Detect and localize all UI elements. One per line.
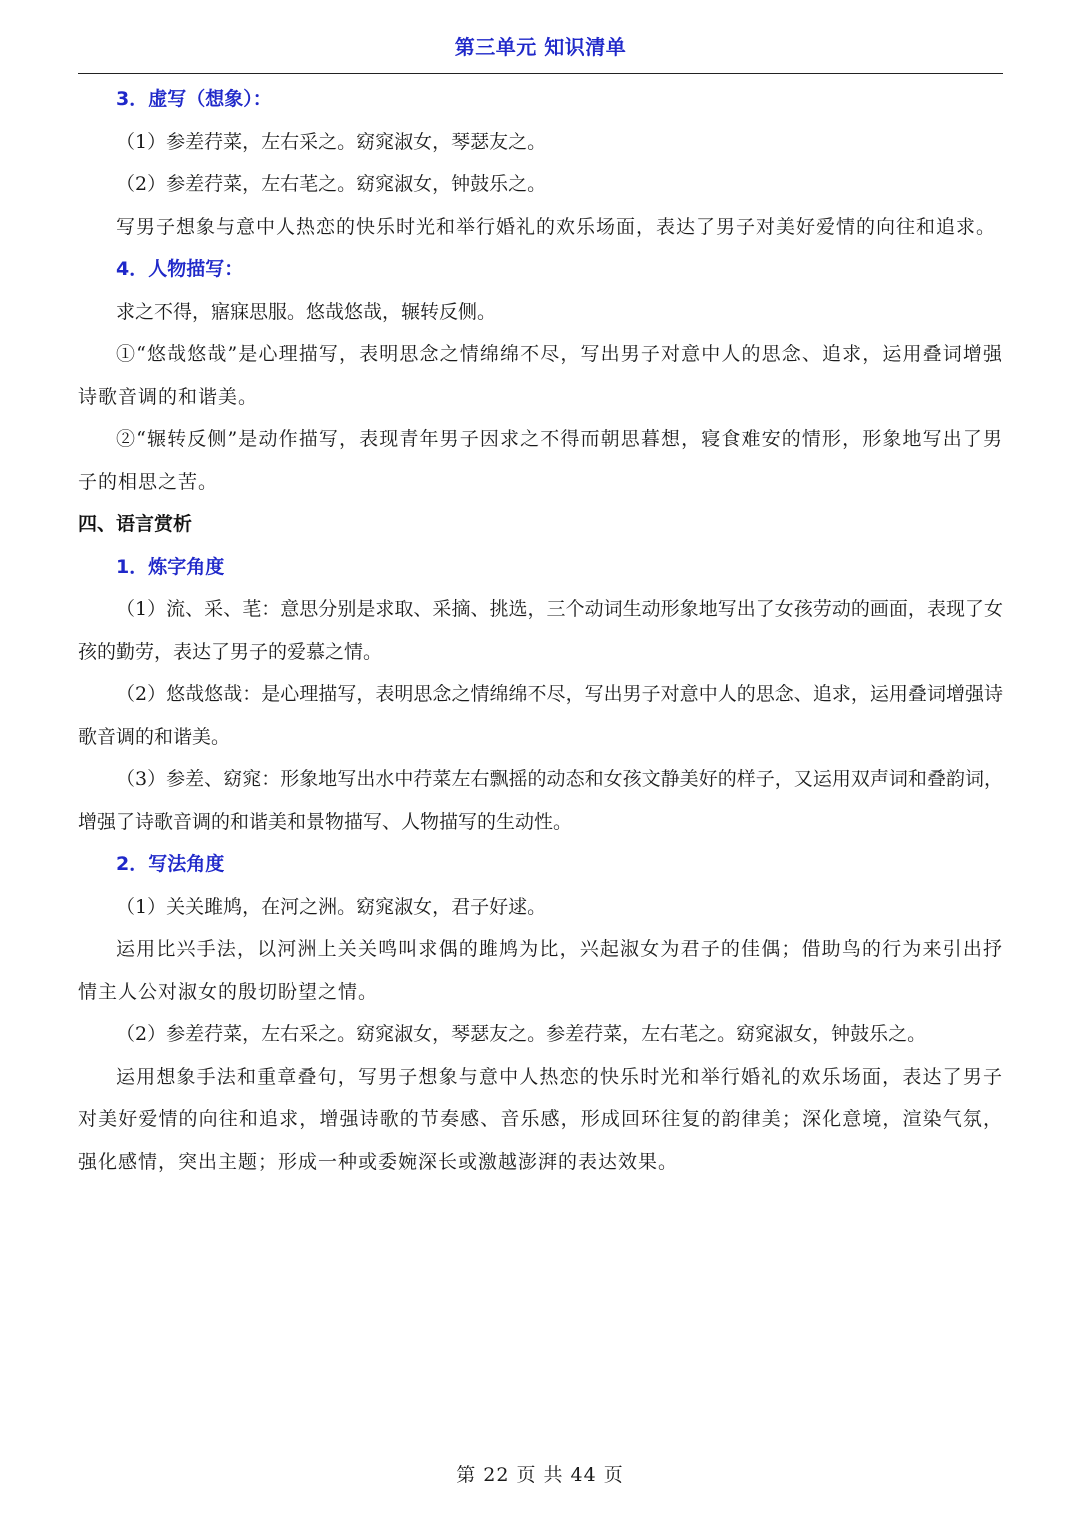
page-number: 第 22 页 共 44 页 bbox=[456, 1464, 624, 1486]
unit-title: 第三单元 知识清单 bbox=[454, 35, 627, 59]
analysis-point: ①“悠哉悠哉”是心理描写，表明思念之情绵绵不尽，写出男子对意中人的思念、追求，运用叠词增强诗歌音调的和谐美。 bbox=[78, 343, 1003, 408]
analysis-paragraph: 写男子想象与意中人热恋的快乐时光和举行婚礼的欢乐场面，表达了男子对美好爱情的向往和追求。 bbox=[116, 215, 997, 238]
page-header bbox=[78, 0, 1003, 74]
section-heading-imagined-writing: 3．虚写（想象）： bbox=[116, 88, 272, 110]
document-body bbox=[78, 78, 1003, 1183]
technique-item: （2）参差荇菜，左右采之。窈窕淑女，琴瑟友之。参差荇菜，左右芼之。窈窕淑女，钟鼓乐之。 bbox=[116, 1023, 927, 1045]
technique-analysis: 运用比兴手法，以河洲上关关鸣叫求偶的雎鸠为比，兴起淑女为君子的佳偶；借助鸟的行为来引出抒情主人公对淑女的殷切盼望之情。 bbox=[78, 938, 1003, 1003]
subsection-heading-word-choice: 1．炼字角度 bbox=[116, 555, 225, 578]
technique-item: （1）关关雎鸠，在河之洲。窈窕淑女，君子好逑。 bbox=[116, 895, 547, 918]
part-heading-language-appreciation: 四、语言赏析 bbox=[78, 513, 193, 535]
section-heading-character-description: 4．人物描写： bbox=[116, 258, 244, 280]
poem-line: （2）参差荇菜，左右芼之。窈窕淑女，钟鼓乐之。 bbox=[116, 173, 547, 195]
technique-analysis: 运用想象手法和重章叠句，写男子想象与意中人热恋的快乐时光和举行婚礼的欢乐场面，表达了男子对美好爱情的向往和追求，增强诗歌的节奏感、音乐感，形成回环往复的韵律美；深化意境，渲染气氛，强化感情，突出主题；形成一种或委婉深长或激越澎湃的表达效果。 bbox=[78, 1065, 1003, 1173]
analysis-point: ②“辗转反侧”是动作描写，表现青年男子因求之不得而朝思暮想，寝食难安的情形，形象地写出了男子的相思之苦。 bbox=[78, 428, 1003, 493]
poem-line: （1）参差荇菜，左右采之。窈窕淑女，琴瑟友之。 bbox=[116, 130, 547, 153]
subsection-heading-writing-technique: 2．写法角度 bbox=[116, 853, 225, 875]
word-choice-item: （1）流、采、芼：意思分别是求取、采摘、挑选，三个动词生动形象地写出了女孩劳动的画面，表现了女孩的勤劳，表达了男子的爱慕之情。 bbox=[78, 598, 1003, 663]
word-choice-item: （2）悠哉悠哉：是心理描写，表明思念之情绵绵不尽，写出男子对意中人的思念、追求，运用叠词增强诗歌音调的和谐美。 bbox=[78, 683, 1003, 748]
word-choice-item: （3）参差、窈窕：形象地写出水中荇菜左右飘摇的动态和女孩文静美好的样子，又运用双声词和叠韵词，增强了诗歌音调的和谐美和景物描写、人物描写的生动性。 bbox=[78, 768, 1003, 833]
poem-quote: 求之不得，寤寐思服。悠哉悠哉，辗转反侧。 bbox=[116, 300, 497, 323]
